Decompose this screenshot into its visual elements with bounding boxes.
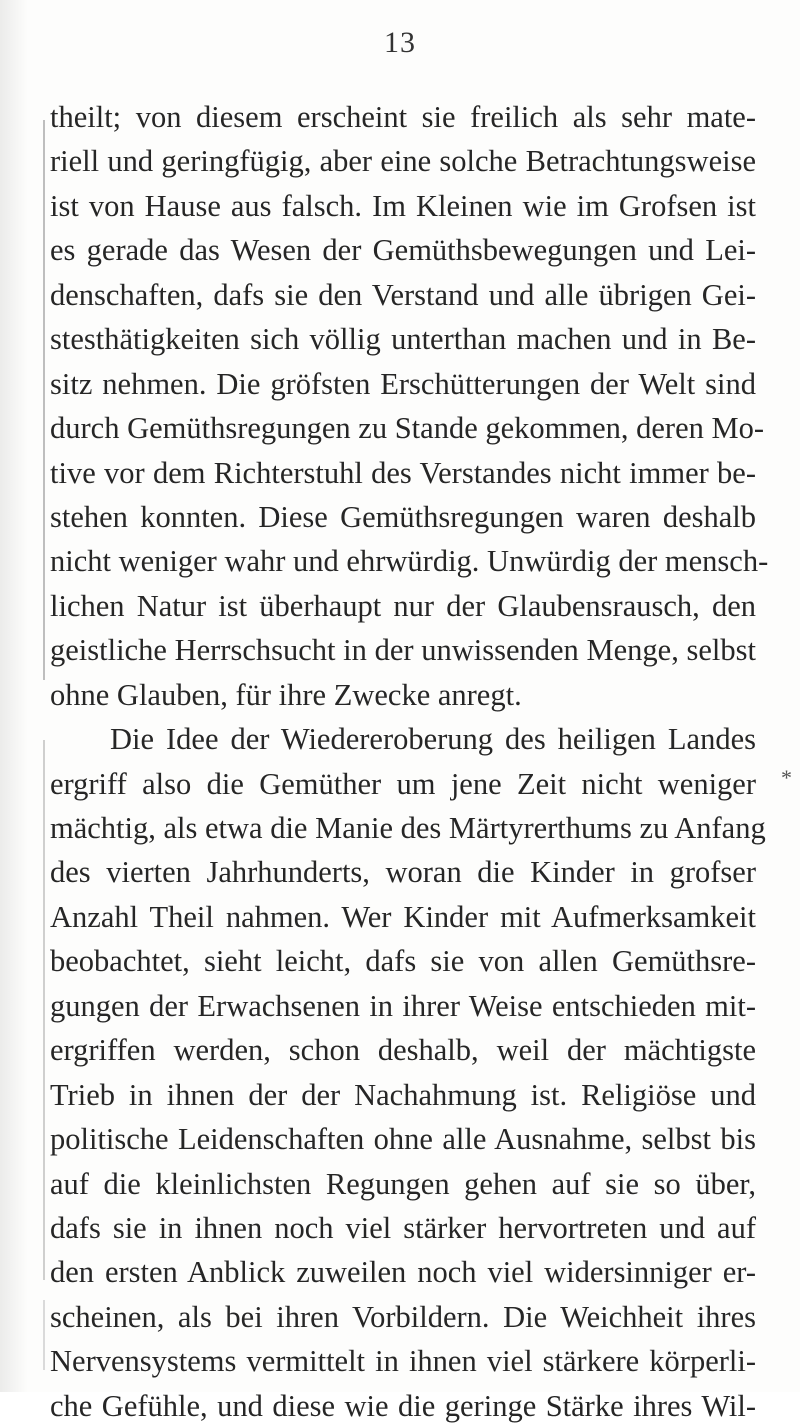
text-line: ergriffen werden, schon deshalb, weil der mächtigste	[50, 1033, 756, 1068]
text-line: des vierten Jahrhunderts, woran die Kinder in grofser	[50, 855, 756, 890]
text-line: durch Gemüthsregungen zu Stande gekommen, deren Mo-	[50, 411, 765, 446]
gutter-mark	[43, 740, 45, 1280]
text-line: den ersten Anblick zuweilen noch viel widersinniger er-	[50, 1255, 756, 1290]
text-line: scheinen, als bei ihren Vorbildern. Die Weichheit ihres	[50, 1299, 756, 1334]
text-line: Nervensystems vermittelt in ihnen viel stärkere körperli-	[50, 1344, 756, 1379]
text-line: mächtig, als etwa die Manie des Märtyrerthums zu Anfang	[50, 811, 766, 845]
text-line: es gerade das Wesen der Gemüthsbewegungen und Lei-	[50, 233, 756, 268]
margin-asterisk: *	[781, 765, 792, 790]
text-line: lichen Natur ist überhaupt nur der Glaubensrausch, den	[50, 588, 756, 623]
text-line: denschaften, dafs sie den Verstand und alle übrigen Gei-	[50, 277, 756, 312]
text-line: ist von Hause aus falsch. Im Kleinen wie im Grofsen ist	[50, 188, 756, 223]
paragraph-end-line: ohne Glauben, für ihre Zwecke anregt.	[50, 677, 522, 712]
text-line: politische Leidenschaften ohne alle Ausnahme, selbst bis	[50, 1122, 756, 1157]
binding-shadow	[0, 0, 28, 1392]
text-line: stesthätigkeiten sich völlig unterthan machen und in Be-	[50, 322, 756, 357]
text-line: gungen der Erwachsenen in ihrer Weise entschieden mit-	[50, 988, 756, 1023]
text-line: sitz nehmen. Die gröfsten Erschütterungen der Welt sind	[50, 366, 756, 401]
text-line: nicht weniger wahr und ehrwürdig. Unwürdig der mensch-	[50, 544, 769, 579]
text-line: dafs sie in ihnen noch viel stärker hervortreten und auf	[50, 1210, 756, 1245]
paragraph-start-line: Die Idee der Wiedereroberung des heiligen Landes	[110, 722, 756, 757]
text-line: geistliche Herrschsucht in der unwissenden Menge, selbst	[50, 633, 756, 668]
text-line: stehen konnten. Diese Gemüthsregungen waren deshalb	[50, 499, 756, 534]
text-line: Anzahl Theil nahmen. Wer Kinder mit Aufmerksamkeit	[50, 899, 756, 934]
text-line: tive vor dem Richterstuhl des Verstandes nicht immer be-	[50, 455, 756, 490]
text-line: auf die kleinlichsten Regungen gehen auf sie so über,	[50, 1166, 756, 1201]
gutter-mark	[43, 1300, 45, 1370]
page-number: 13	[384, 26, 416, 59]
gutter-mark	[43, 120, 45, 680]
text-line: che Gefühle, und diese wie die geringe Stärke ihres Wil-	[50, 1388, 756, 1423]
text-line: Trieb in ihnen der der Nachahmung ist. Religiöse und	[50, 1077, 756, 1112]
text-line: riell und geringfügig, aber eine solche Betrachtungsweise	[50, 144, 756, 179]
text-line: ergriff also die Gemüther um jene Zeit nicht weniger	[50, 766, 756, 801]
text-line: theilt; von diesem erscheint sie freilich als sehr mate-	[50, 100, 756, 134]
text-line: beobachtet, sieht leicht, dafs sie von allen Gemüthsre-	[50, 944, 756, 979]
body-text	[50, 95, 769, 1428]
